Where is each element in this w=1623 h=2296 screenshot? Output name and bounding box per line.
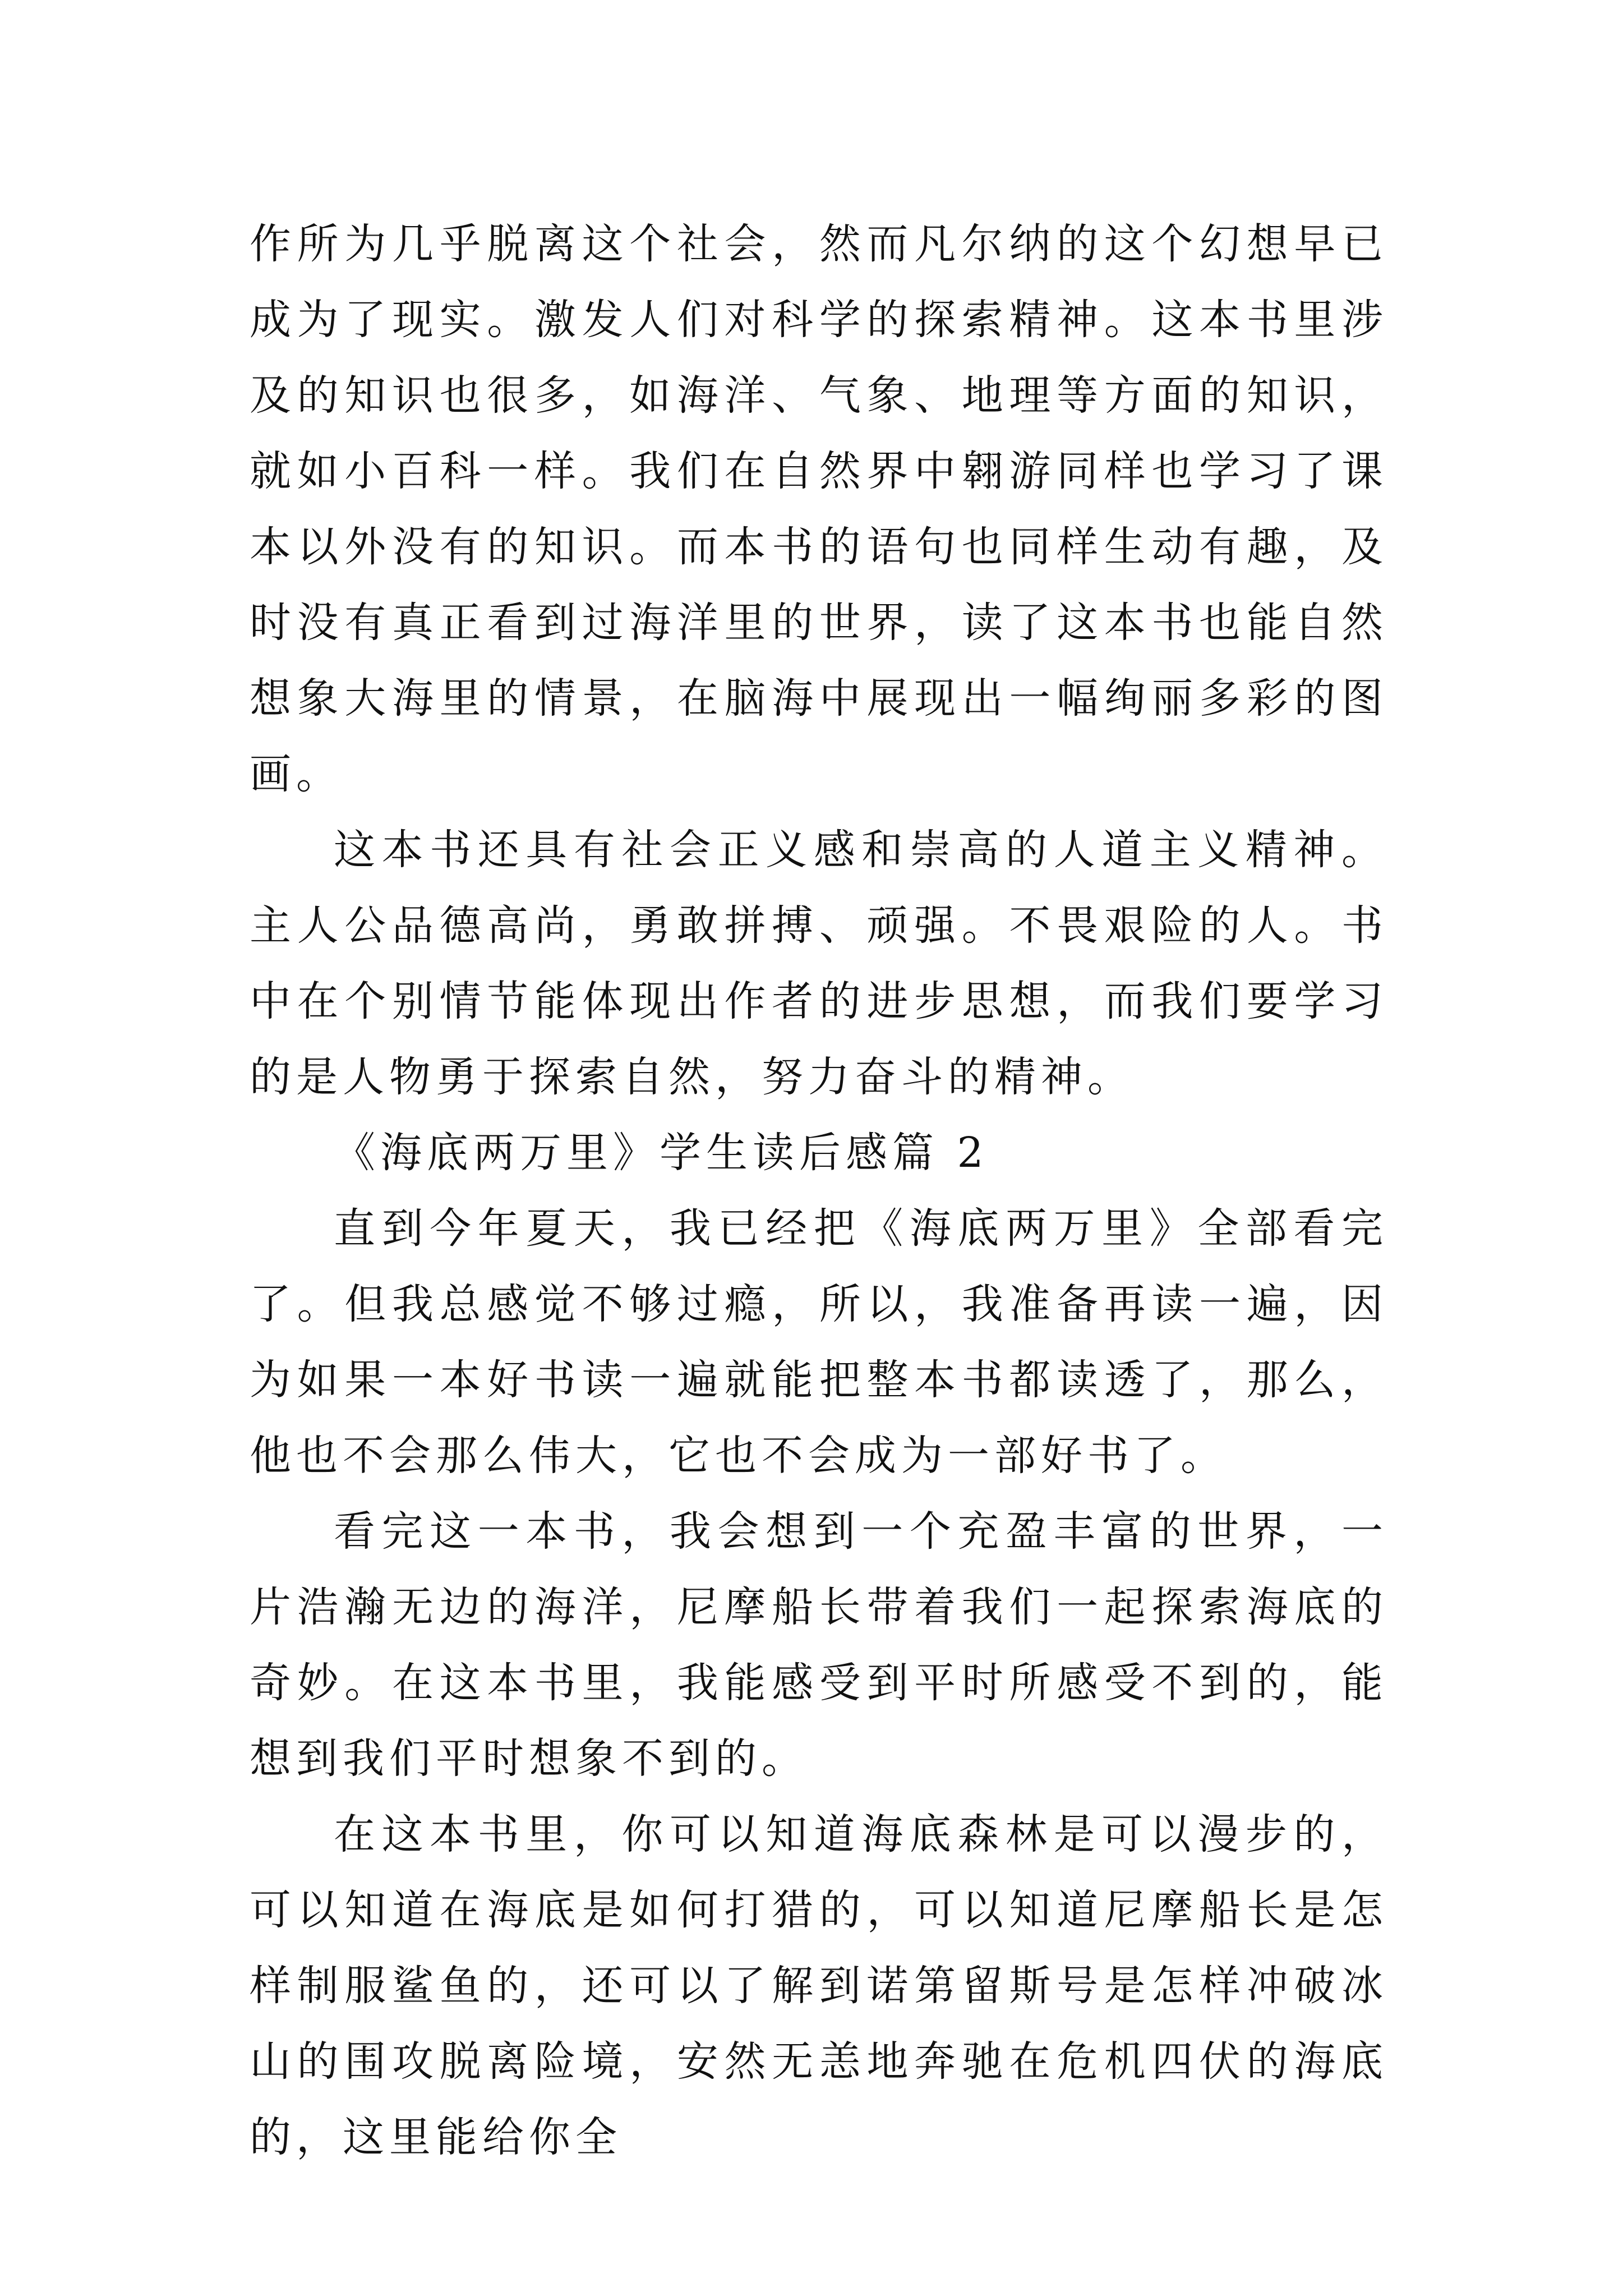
paragraph-continued: 作所为几乎脱离这个社会，然而凡尔纳的这个幻想早已成为了现实。激发人们对科学的探索精神。这本书里涉及的知识也很多，如海洋、气象、地理等方面的知识，就如小百科一样。我们在自然界中翱游同样也学习了课本以外没有的知识。而本书的语句也同样生动有趣，及时没有真正看到过海洋里的世界，读了这本书也能自然想象大海里的情景，在脑海中展现出一幅绚丽多彩的图画。 <box>250 220 1388 798</box>
paragraph: 看完这一本书，我会想到一个充盈丰富的世界，一片浩瀚无边的海洋，尼摩船长带着我们一起探索海底的奇妙。在这本书里，我能感受到平时所感受不到的，能想到我们平时想象不到的。 <box>250 1507 1388 1783</box>
paragraph: 这本书还具有社会正义感和崇高的人道主义精神。主人公品德高尚，勇敢拼搏、顽强。不畏艰险的人。书中在个别情节能体现出作者的进步思想，而我们要学习的是人物勇于探索自然，努力奋斗的精神。 <box>250 826 1388 1101</box>
paragraph: 直到今年夏天，我已经把《海底两万里》全部看完了。但我总感觉不够过瘾，所以，我准备再读一遍，因为如果一本好书读一遍就能把整本书都读透了，那么，他也不会那么伟大，它也不会成为一部好书了。 <box>250 1204 1388 1480</box>
section-heading: 《海底两万里》学生读后感篇 2 <box>334 1129 989 1177</box>
document-body <box>250 206 1388 2175</box>
paragraph: 在这本书里，你可以知道海底森林是可以漫步的，可以知道在海底是如何打猎的，可以知道尼摩船长是怎样制服鲨鱼的，还可以了解到诺第留斯号是怎样冲破冰山的围攻脱离险境，安然无恙地奔驰在危机四伏的海底的，这里能给你全 <box>250 1810 1388 2161</box>
